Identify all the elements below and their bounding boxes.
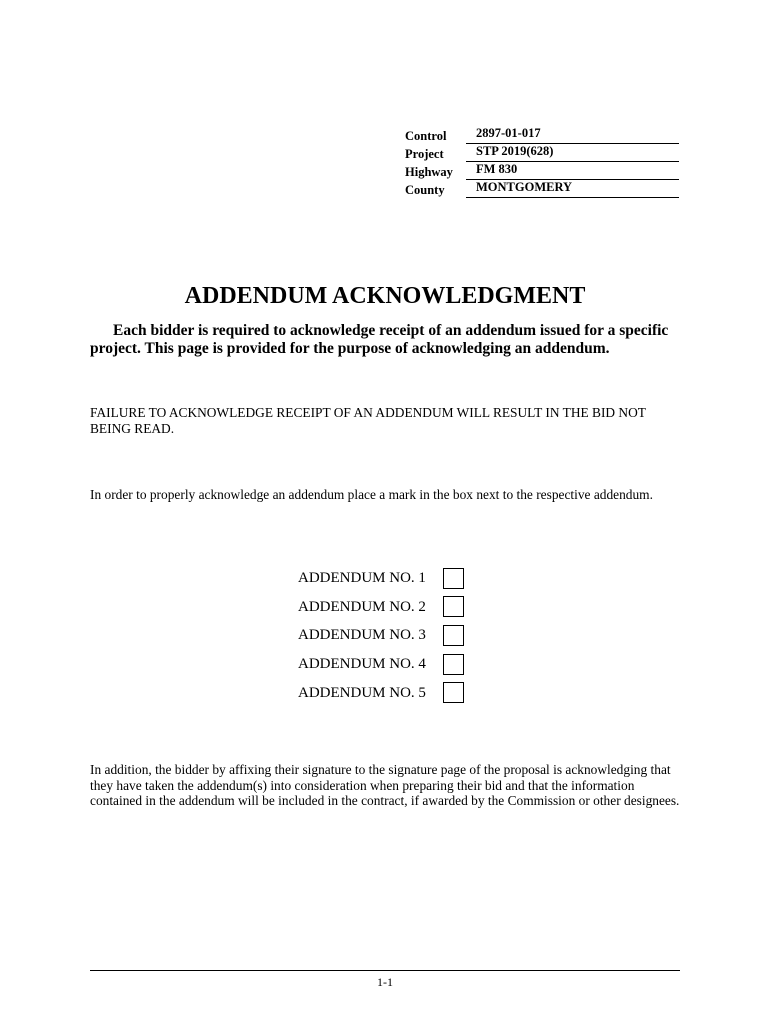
project-info-table <box>405 126 679 198</box>
control-value: 2897-01-017 <box>466 126 679 144</box>
intro-paragraph: Each bidder is required to acknowledge receipt of an addendum issued for a specific project. This page is provided for the purpose of acknowledging an addendum. <box>90 322 669 357</box>
addendum-row-1 <box>298 564 464 593</box>
addendum-label-5: ADDENDUM NO. 5 <box>298 684 426 701</box>
info-row-highway <box>405 162 679 180</box>
highway-label: Highway <box>405 165 453 179</box>
addendum-row-2 <box>298 593 464 622</box>
addendum-label-3: ADDENDUM NO. 3 <box>298 627 426 644</box>
page-title: ADDENDUM ACKNOWLEDGMENT <box>184 283 586 309</box>
closing-paragraph: In addition, the bidder by affixing their signature to the signature page of the proposal is acknowledging that they have taken the addendum(s) into consideration when preparing their bid and that the information contained in the addendum will be included in the contract, if awarded by the Commission or other designees. <box>90 762 680 808</box>
instruction-paragraph: In order to properly acknowledge an addendum place a mark in the box next to the respective addendum. <box>90 487 653 502</box>
county-label: County <box>405 183 445 197</box>
addendum-label-4: ADDENDUM NO. 4 <box>298 656 426 673</box>
addendum-row-4 <box>298 650 464 679</box>
footer-divider <box>90 970 680 971</box>
addendum-checkbox-4[interactable] <box>443 654 464 675</box>
project-value: STP 2019(628) <box>466 144 679 162</box>
addendum-label-2: ADDENDUM NO. 2 <box>298 598 426 615</box>
control-label: Control <box>405 129 447 143</box>
addendum-row-5 <box>298 678 464 707</box>
county-value: MONTGOMERY <box>466 180 679 198</box>
info-row-control <box>405 126 679 144</box>
page-number: 1-1 <box>377 975 393 989</box>
addendum-checkbox-1[interactable] <box>443 568 464 589</box>
addendum-checkbox-2[interactable] <box>443 596 464 617</box>
addendum-label-1: ADDENDUM NO. 1 <box>298 570 426 587</box>
addendum-row-3 <box>298 621 464 650</box>
info-row-county <box>405 180 679 198</box>
addenda-list <box>298 564 464 707</box>
warning-paragraph: FAILURE TO ACKNOWLEDGE RECEIPT OF AN ADDENDUM WILL RESULT IN THE BID NOT BEING READ. <box>90 405 646 436</box>
addendum-checkbox-3[interactable] <box>443 625 464 646</box>
addendum-checkbox-5[interactable] <box>443 682 464 703</box>
project-label: Project <box>405 147 444 161</box>
highway-value: FM 830 <box>466 162 679 180</box>
info-row-project <box>405 144 679 162</box>
